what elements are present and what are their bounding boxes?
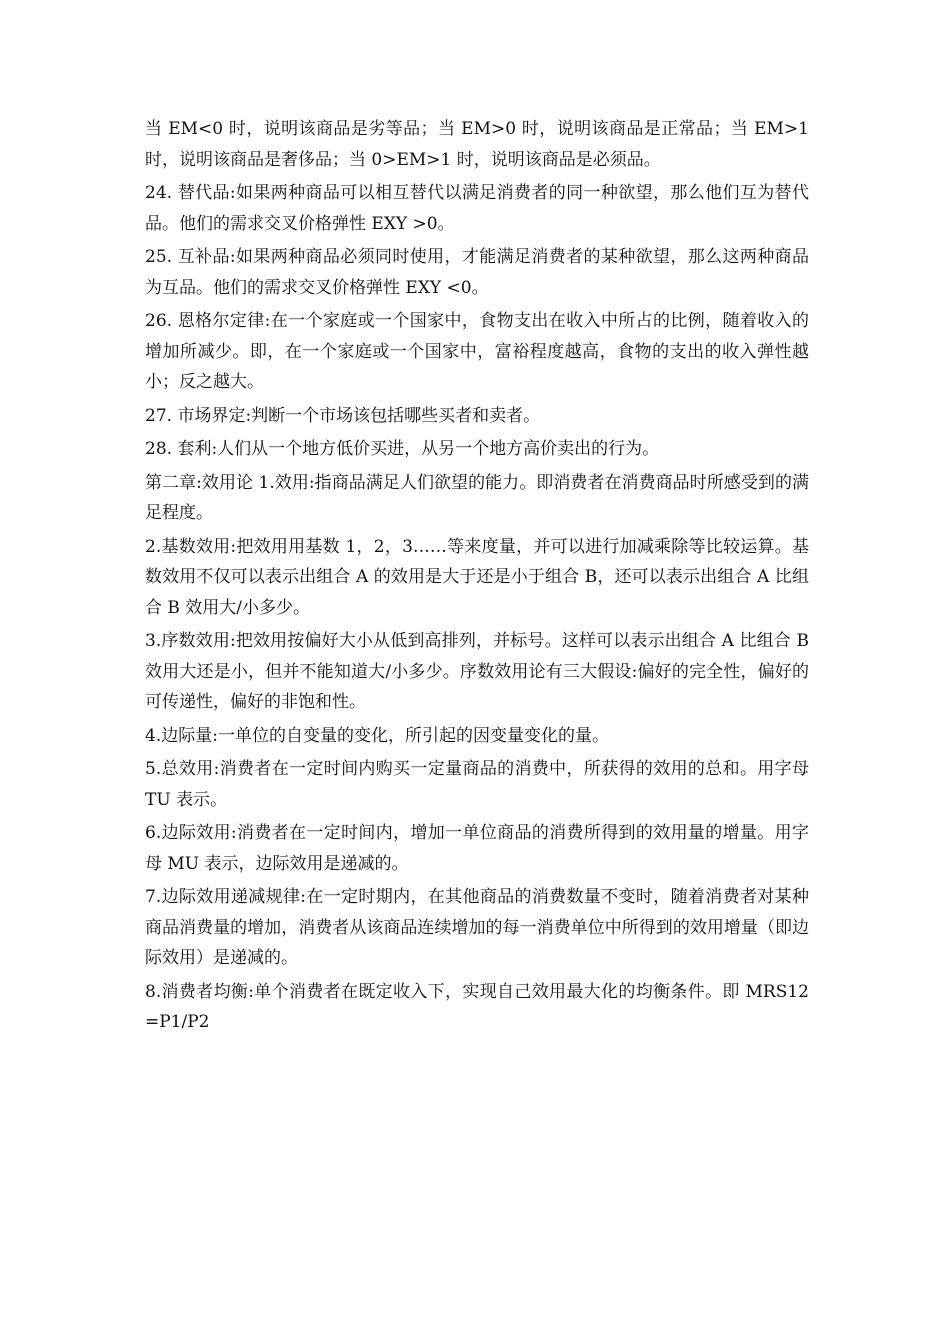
paragraph-income-elasticity: 当 EM<0 时，说明该商品是劣等品；当 EM>0 时，说明该商品是正常品；当 EM>1 时，说明该商品是奢侈品；当 0>EM>1 时，说明该商品是必须品。 <box>145 119 809 170</box>
paragraph-total-utility: 5.总效用:消费者在一定时间内购买一定量商品的消费中，所获得的效用的总和。用字母 TU 表示。 <box>145 759 809 810</box>
paragraph-substitutes: 24. 替代品:如果两种商品可以相互替代以满足消费者的同一种欲望，那么他们互为替代品。他们的需求交叉价格弹性 EXY >0。 <box>145 183 809 234</box>
paragraph-engel-law: 26. 恩格尔定律:在一个家庭或一个国家中，食物支出在收入中所占的比例，随着收入的增加所减少。即，在一个家庭或一个国家中，富裕程度越高，食物的支出的收入弹性越小；反之越大。 <box>145 311 809 392</box>
paragraph-complements: 25. 互补品:如果两种商品必须同时使用，才能满足消费者的某种欲望，那么这两种商品为互品。他们的需求交叉价格弹性 EXY <0。 <box>145 247 809 298</box>
paragraph-cardinal-utility: 2.基数效用:把效用用基数 1，2，3……等来度量，并可以进行加减乘除等比较运算。基数效用不仅可以表示出组合 A 的效用是大于还是小于组合 B，还可以表示出组合 A 比组合 B 效用大/小多少。 <box>145 536 809 618</box>
paragraph-diminishing-marginal-utility: 7.边际效用递减规律:在一定时期内，在其他商品的消费数量不变时，随着消费者对某种商品消费量的增加，消费者从该商品连续增加的每一消费单位中所得到的效用增量（即边际效用）是递减的。 <box>145 887 809 968</box>
paragraph-consumer-equilibrium: 8.消费者均衡:单个消费者在既定收入下，实现自己效用最大化的均衡条件。即 MRS12=P1/P2 <box>145 981 809 1032</box>
paragraph-ordinal-utility: 3.序数效用:把效用按偏好大小从低到高排列，并标号。这样可以表示出组合 A 比组合 B 效用大还是小，但并不能知道大/小多少。序数效用论有三大假设:偏好的完全性，偏好的可传递性，偏好的非饱和性。 <box>145 631 809 712</box>
document-page <box>145 114 809 1041</box>
paragraph-marginal-utility: 6.边际效用:消费者在一定时间内，增加一单位商品的消费所得到的效用量的增量。用字母 MU 表示，边际效用是递减的。 <box>145 823 809 874</box>
paragraph-arbitrage: 28. 套利:人们从一个地方低价买进，从另一个地方高价卖出的行为。 <box>145 439 660 459</box>
paragraph-chapter-two-utility: 第二章:效用论 1.效用:指商品满足人们欲望的能力。即消费者在消费商品时所感受到的满足程度。 <box>145 472 809 523</box>
paragraph-marginal-quantity: 4.边际量:一单位的自变量的变化，所引起的因变量变化的量。 <box>145 725 609 746</box>
paragraph-market-definition: 27. 市场界定:判断一个市场该包括哪些买者和卖者。 <box>145 405 541 426</box>
